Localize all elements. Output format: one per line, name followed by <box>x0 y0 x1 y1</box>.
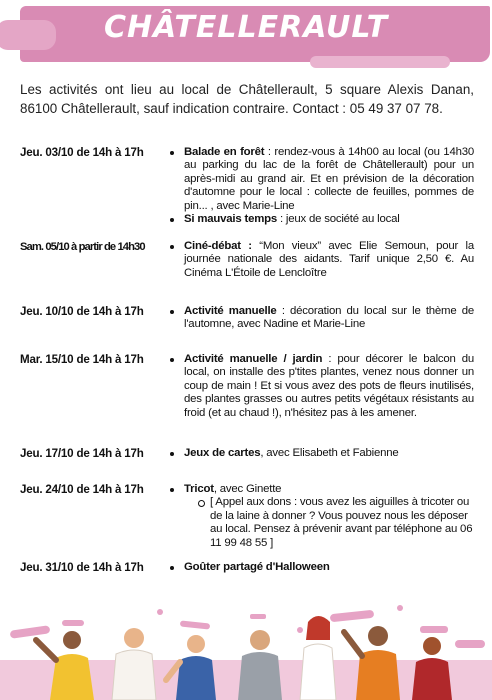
event-details <box>156 146 474 226</box>
event-details <box>156 353 474 420</box>
activity-label: Balade en forêt <box>184 146 265 158</box>
person-white-top <box>300 616 336 700</box>
event-date: Jeu. 31/10 de 14h à 17h <box>20 561 144 574</box>
activity-text: : décoration du local sur le thème de l'automne, avec Nadine et Marie-Line <box>184 305 474 331</box>
event-date: Mar. 15/10 de 14h à 17h <box>20 353 144 366</box>
event-row <box>20 240 474 280</box>
activity-text: “Mon vieux” avec Elie Semoun, pour la journée nationale des aidants. Tarif unique 2,50 €. Au Cinéma L'Étoile de Lencloître <box>184 240 474 279</box>
event-date: Jeu. 03/10 de 14h à 17h <box>20 146 144 159</box>
event-details <box>156 561 474 575</box>
activity-label: Activité manuelle / jardin <box>184 353 323 365</box>
activity-label: Tricot <box>184 483 214 495</box>
activity-text: : pour décorer le balcon du local, on installe des p'tites plantes, venez nous donner un coup de main ! Et si vous avez des pots de fleurs inutilisés, des plantes grasses ou autres petits végétaux résistants au froid (et au chaud !), n'hésitez pas à les amener. <box>184 353 475 419</box>
activity-label: Si mauvais temps <box>184 213 278 226</box>
event-date: Jeu. 17/10 de 14h à 17h <box>20 447 144 460</box>
page-title: CHÂTELLERAULT <box>103 10 389 45</box>
event-details <box>156 483 474 550</box>
event-item <box>170 146 474 213</box>
event-details <box>156 240 474 280</box>
activity-text: : rendez-vous à 14h00 au local (ou 14h30 au parking du lac de la forêt de Châtellerault) pour un après-midi au grand air. Et en prévision de la décoration d'automne pour le local : collecte de feuilles, pommes de pin... , avec Marie-Line <box>184 146 474 212</box>
activity-text: , avec Elisabeth et Fabienne <box>260 447 399 459</box>
event-item <box>170 240 474 280</box>
person-red-shirt <box>412 637 452 700</box>
activity-text: : jeux de société au local <box>277 213 400 226</box>
event-item <box>170 213 474 226</box>
activity-label: Goûter partagé d'Halloween <box>184 561 330 573</box>
person-grey-shirt <box>238 630 282 700</box>
event-item <box>170 353 474 420</box>
event-row <box>20 447 474 461</box>
event-item <box>170 305 474 332</box>
event-item <box>170 483 474 496</box>
event-row <box>20 305 474 332</box>
activity-label: Jeux de cartes <box>184 447 261 459</box>
event-item <box>170 447 474 460</box>
activity-text: , avec Ginette <box>213 483 282 495</box>
event-date: Jeu. 24/10 de 14h à 17h <box>20 483 144 496</box>
intro-text: Les activités ont lieu au local de Châtellerault, 5 square Alexis Danan, 86100 Châtellerault, sauf indication contraire. Contact : 05 49 37 07 78. <box>20 82 474 116</box>
people-illustration-svg <box>0 600 492 700</box>
event-date: Sam. 05/10 à partir de 14h30 <box>20 241 145 253</box>
event-item <box>170 561 474 574</box>
event-details <box>156 305 474 332</box>
header-banner <box>0 0 492 72</box>
event-row <box>20 146 474 226</box>
person-white-shirt <box>112 628 156 700</box>
activity-label: Ciné-débat : <box>184 240 252 252</box>
event-details <box>156 447 474 461</box>
event-row <box>20 353 474 420</box>
activity-label: Activité manuelle <box>184 305 277 317</box>
donation-note: [ Appel aux dons : vous avez les aiguilles à tricoter ou de la laine à donner ? Vous pouvez nous les déposer au local. Pensez à prévenir avant par téléphone au 06 11 99 48 55 ] <box>198 496 474 550</box>
event-row <box>20 483 474 550</box>
event-date: Jeu. 10/10 de 14h à 17h <box>20 305 144 318</box>
event-row <box>20 561 474 575</box>
people-illustration <box>0 600 492 700</box>
